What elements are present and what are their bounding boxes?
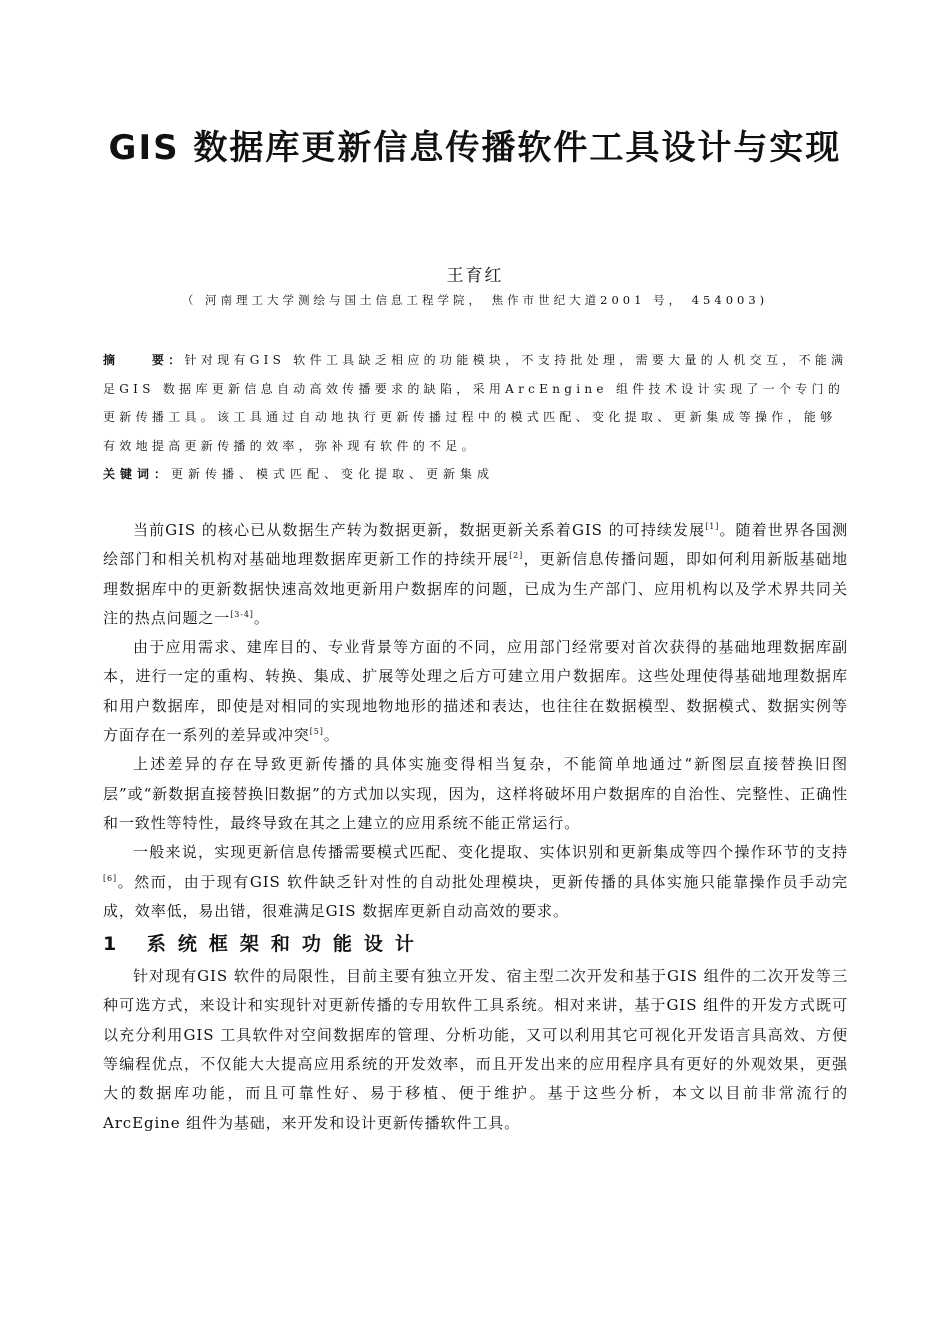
text-run: ，更新信息传播问题，即如何利用新版基础地理数据库中的更新数据快速高效地更新用户数据库的问题，已成为生产部门、应用机构以及学术界共同关注的热点问题之一 bbox=[103, 550, 848, 627]
citation: [1] bbox=[705, 522, 720, 531]
author-affiliation: （ 河南理工大学测绘与国土信息工程学院， 焦作市世纪大道2001 号， 454003) bbox=[181, 293, 769, 307]
abstract-label: 摘 要： bbox=[103, 353, 185, 367]
text-run: 一般来说，实现更新信息传播需要模式匹配、变化提取、实体识别和更新集成等四个操作环节的支持 bbox=[133, 843, 848, 862]
intro-paragraph-1 bbox=[103, 516, 848, 633]
keywords bbox=[103, 460, 848, 488]
intro-paragraph-2 bbox=[103, 633, 848, 750]
section-heading-1: 1 系统框架和功能设计 bbox=[103, 933, 426, 956]
text-run: 。 bbox=[323, 726, 340, 745]
intro-paragraph-3: 上述差异的存在导致更新传播的具体实施变得相当复杂，不能简单地通过“新图层直接替换旧图层”或“新数据直接替换旧数据”的方式加以实现，因为，这样将破坏用户数据库的自治性、完整性、正确性和一致性等特性，最终导致在其之上建立的应用系统不能正常运行。 bbox=[103, 755, 848, 832]
text-run: 由于应用需求、建库目的、专业背景等方面的不同，应用部门经常要对首次获得的基础地理数据库副本，进行一定的重构、转换、集成、扩展等处理之后方可建立用户数据库。这些处理使得基础地理数据库和用户数据库，即使是对相同的实现地物地形的描述和表达，也往往在数据模型、数据模式、数据实例等方面存在一系列的差异或冲突 bbox=[103, 638, 848, 745]
paper-body bbox=[103, 516, 848, 1138]
text-run: 。 bbox=[253, 608, 270, 627]
keywords-label: 关键词： bbox=[103, 467, 172, 481]
citation: [6] bbox=[103, 873, 118, 883]
abstract-text: 针对现有GIS 软件工具缺乏相应的功能模块，不支持批处理，需要大量的人机交互，不能满足GIS 数据库更新信息自动高效传播要求的缺陷，采用ArcEngine 组件技术设计实现了一个专门的更新传播工具。该工具通过自动地执行更新传播过程中的模式匹配、变化提取、更新集成等操作，能够有效地提高更新传播的效率，弥补现有软件的不足。 bbox=[103, 353, 848, 453]
abstract bbox=[103, 346, 848, 460]
section1-paragraph-1: 针对现有GIS 软件的局限性，目前主要有独立开发、宿主型二次开发和基于GIS 组件的二次开发等三种可选方式，来设计和实现针对更新传播的专用软件工具系统。相对来讲，基于GIS 组件的开发方式既可以充分利用GIS 工具软件对空间数据库的管理、分析功能，又可以利用其它可视化开发语言具高效、方便等编程优点，不仅能大大提高应用系统的开发效率，而且开发出来的应用程序具有更好的外观效果，更强大的数据库功能，而且可靠性好、易于移植、便于维护。基于这些分析，本文以目前非常流行的ArcEgine 组件为基础，来开发和设计更新传播软件工具。 bbox=[103, 967, 848, 1132]
citation: [5] bbox=[309, 727, 324, 737]
keywords-text: 更新传播、模式匹配、变化提取、更新集成 bbox=[171, 467, 495, 481]
author-name: 王育红 bbox=[446, 266, 504, 286]
citation: [3-4] bbox=[230, 609, 254, 619]
text-run: 。随着世界各国测绘部门和相关机构对基础地理数据库更新工作的持续开展 bbox=[103, 521, 848, 569]
text-run: 当前GIS 的核心已从数据生产转为数据更新，数据更新关系着GIS 的可持续发展 bbox=[133, 521, 706, 539]
intro-paragraph-4 bbox=[103, 838, 848, 926]
paper-title: GIS 数据库更新信息传播软件工具设计与实现 bbox=[108, 128, 842, 168]
text-run: 。然而，由于现有GIS 软件缺乏针对性的自动批处理模块，更新传播的具体实施只能靠操作员手动完成，效率低，易出错，很难满足GIS 数据库更新自动高效的要求。 bbox=[103, 872, 848, 920]
citation: [2] bbox=[509, 551, 524, 561]
